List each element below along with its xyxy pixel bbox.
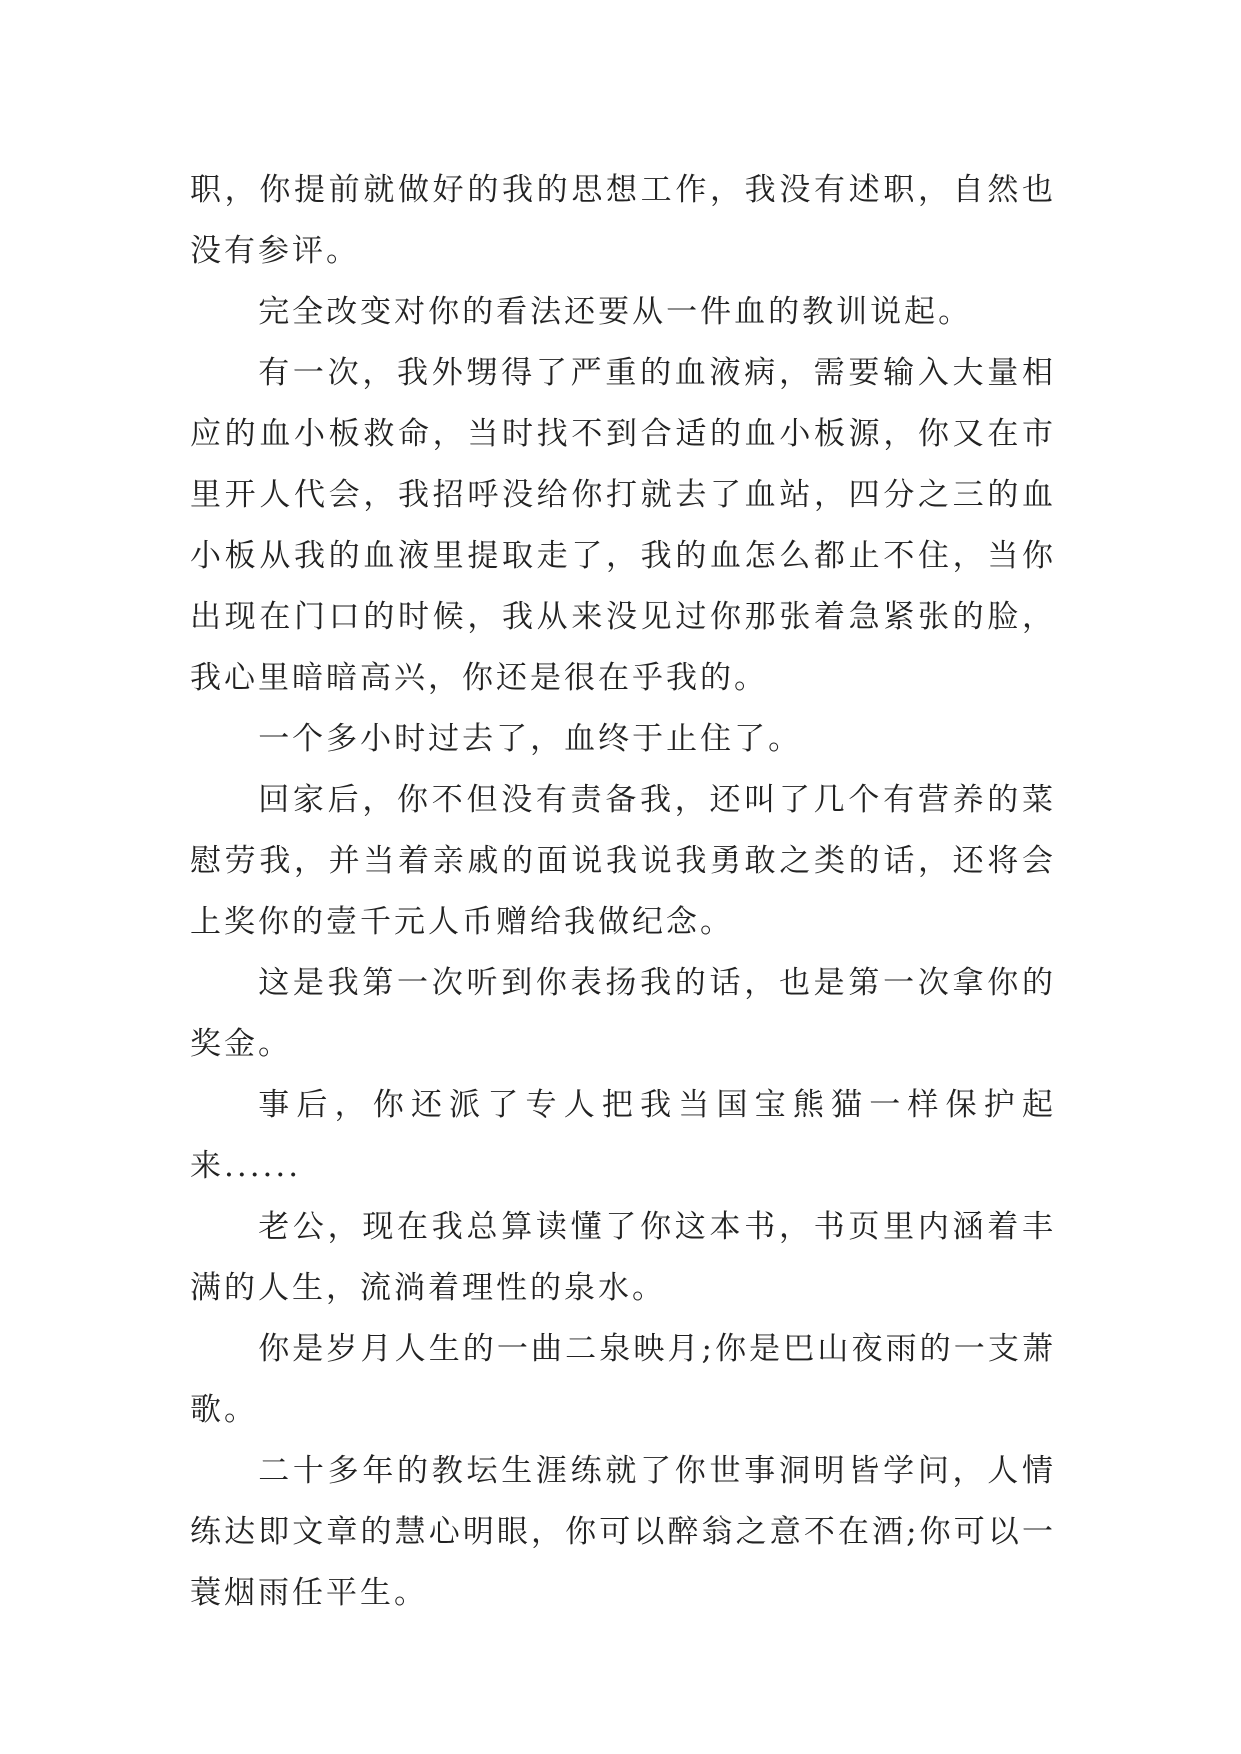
paragraph: 二十多年的教坛生涯练就了你世事洞明皆学问，人情练达即文章的慧心明眼，你可以醉翁之意不在酒;你可以一蓑烟雨任平生。 — [190, 1453, 1056, 1611]
paragraph: 有一次，我外甥得了严重的血液病，需要输入大量相应的血小板救命，当时找不到合适的血小板源，你又在市里开人代会，我招呼没给你打就去了血站，四分之三的血小板从我的血液里提取走了，我的血怎么都止不住，当你出现在门口的时候，我从来没见过你那张着急紧张的脸，我心里暗暗高兴，你还是很在乎我的。 — [190, 355, 1056, 696]
paragraph: 回家后，你不但没有责备我，还叫了几个有营养的菜慰劳我，并当着亲戚的面说我说我勇敢之类的话，还将会上奖你的壹千元人币赠给我做纪念。 — [190, 782, 1056, 940]
paragraph: 一个多小时过去了，血终于止住了。 — [258, 721, 803, 757]
paragraph: 老公，现在我总算读懂了你这本书，书页里内涵着丰满的人生，流淌着理性的泉水。 — [190, 1209, 1056, 1306]
paragraph: 这是我第一次听到你表扬我的话，也是第一次拿你的奖金。 — [190, 965, 1056, 1062]
document-body — [190, 160, 1056, 1624]
paragraph: 你是岁月人生的一曲二泉映月;你是巴山夜雨的一支萧歌。 — [190, 1331, 1056, 1428]
paragraph: 完全改变对你的看法还要从一件血的教训说起。 — [258, 294, 973, 330]
paragraph: 事后，你还派了专人把我当国宝熊猫一样保护起来...... — [190, 1087, 1056, 1184]
paragraph-continued: 职，你提前就做好的我的思想工作，我没有述职，自然也没有参评。 — [190, 172, 1056, 269]
